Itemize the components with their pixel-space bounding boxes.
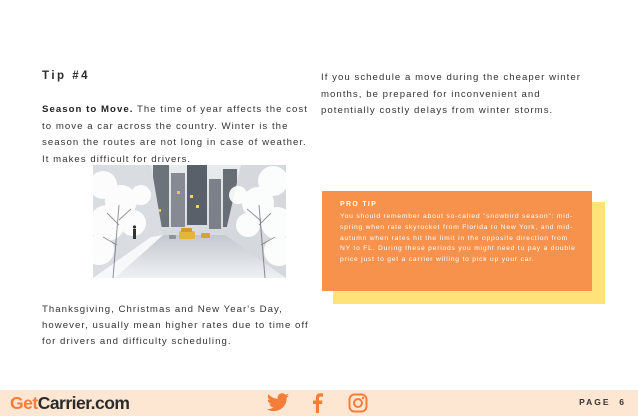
facebook-icon[interactable] [310, 393, 324, 413]
season-lead: Season to Move. [42, 104, 134, 115]
page-number [579, 397, 626, 407]
pro-tip-box [322, 191, 592, 291]
footer-bar [0, 390, 638, 416]
pro-tip-title: PRO TIP [340, 201, 378, 208]
winter-delays-paragraph: If you schedule a move during the cheaper winter months, be prepared for inconvenient and potentially costly delays from winter storms. [321, 72, 581, 116]
page-label: PAGE [579, 397, 611, 407]
page-number-value: 6 [619, 397, 626, 407]
logo-get: Get [10, 393, 38, 413]
season-text: The time of year affects the cost to move a car across the country. Winter is the season the routes are not long in case of weather. It makes difficult for drivers. [42, 104, 308, 165]
tip-title: Tip #4 [42, 70, 91, 82]
twitter-icon[interactable] [266, 393, 290, 413]
logo-com: .com [90, 393, 130, 413]
instagram-icon[interactable] [348, 393, 368, 413]
holidays-paragraph: Thanksgiving, Christmas and New Year's Day, however, usually mean higher rates due to time off for drivers and difficulty scheduling. [42, 304, 309, 347]
season-paragraph [42, 102, 314, 168]
pro-tip-text: You should remember about so-called "snowbird season": mid-spring when rate skyrocket from Florida to New York, and mid-autumn when rates hit the limit in the opposite direction from NY to FL. During these periods you might need to pay a double price just to get a carrier willing to pick up your car. [340, 213, 576, 264]
logo-carrier: Carrier [37, 393, 91, 413]
snowy-street-photo [93, 165, 286, 278]
getcarrier-logo[interactable] [10, 392, 129, 414]
